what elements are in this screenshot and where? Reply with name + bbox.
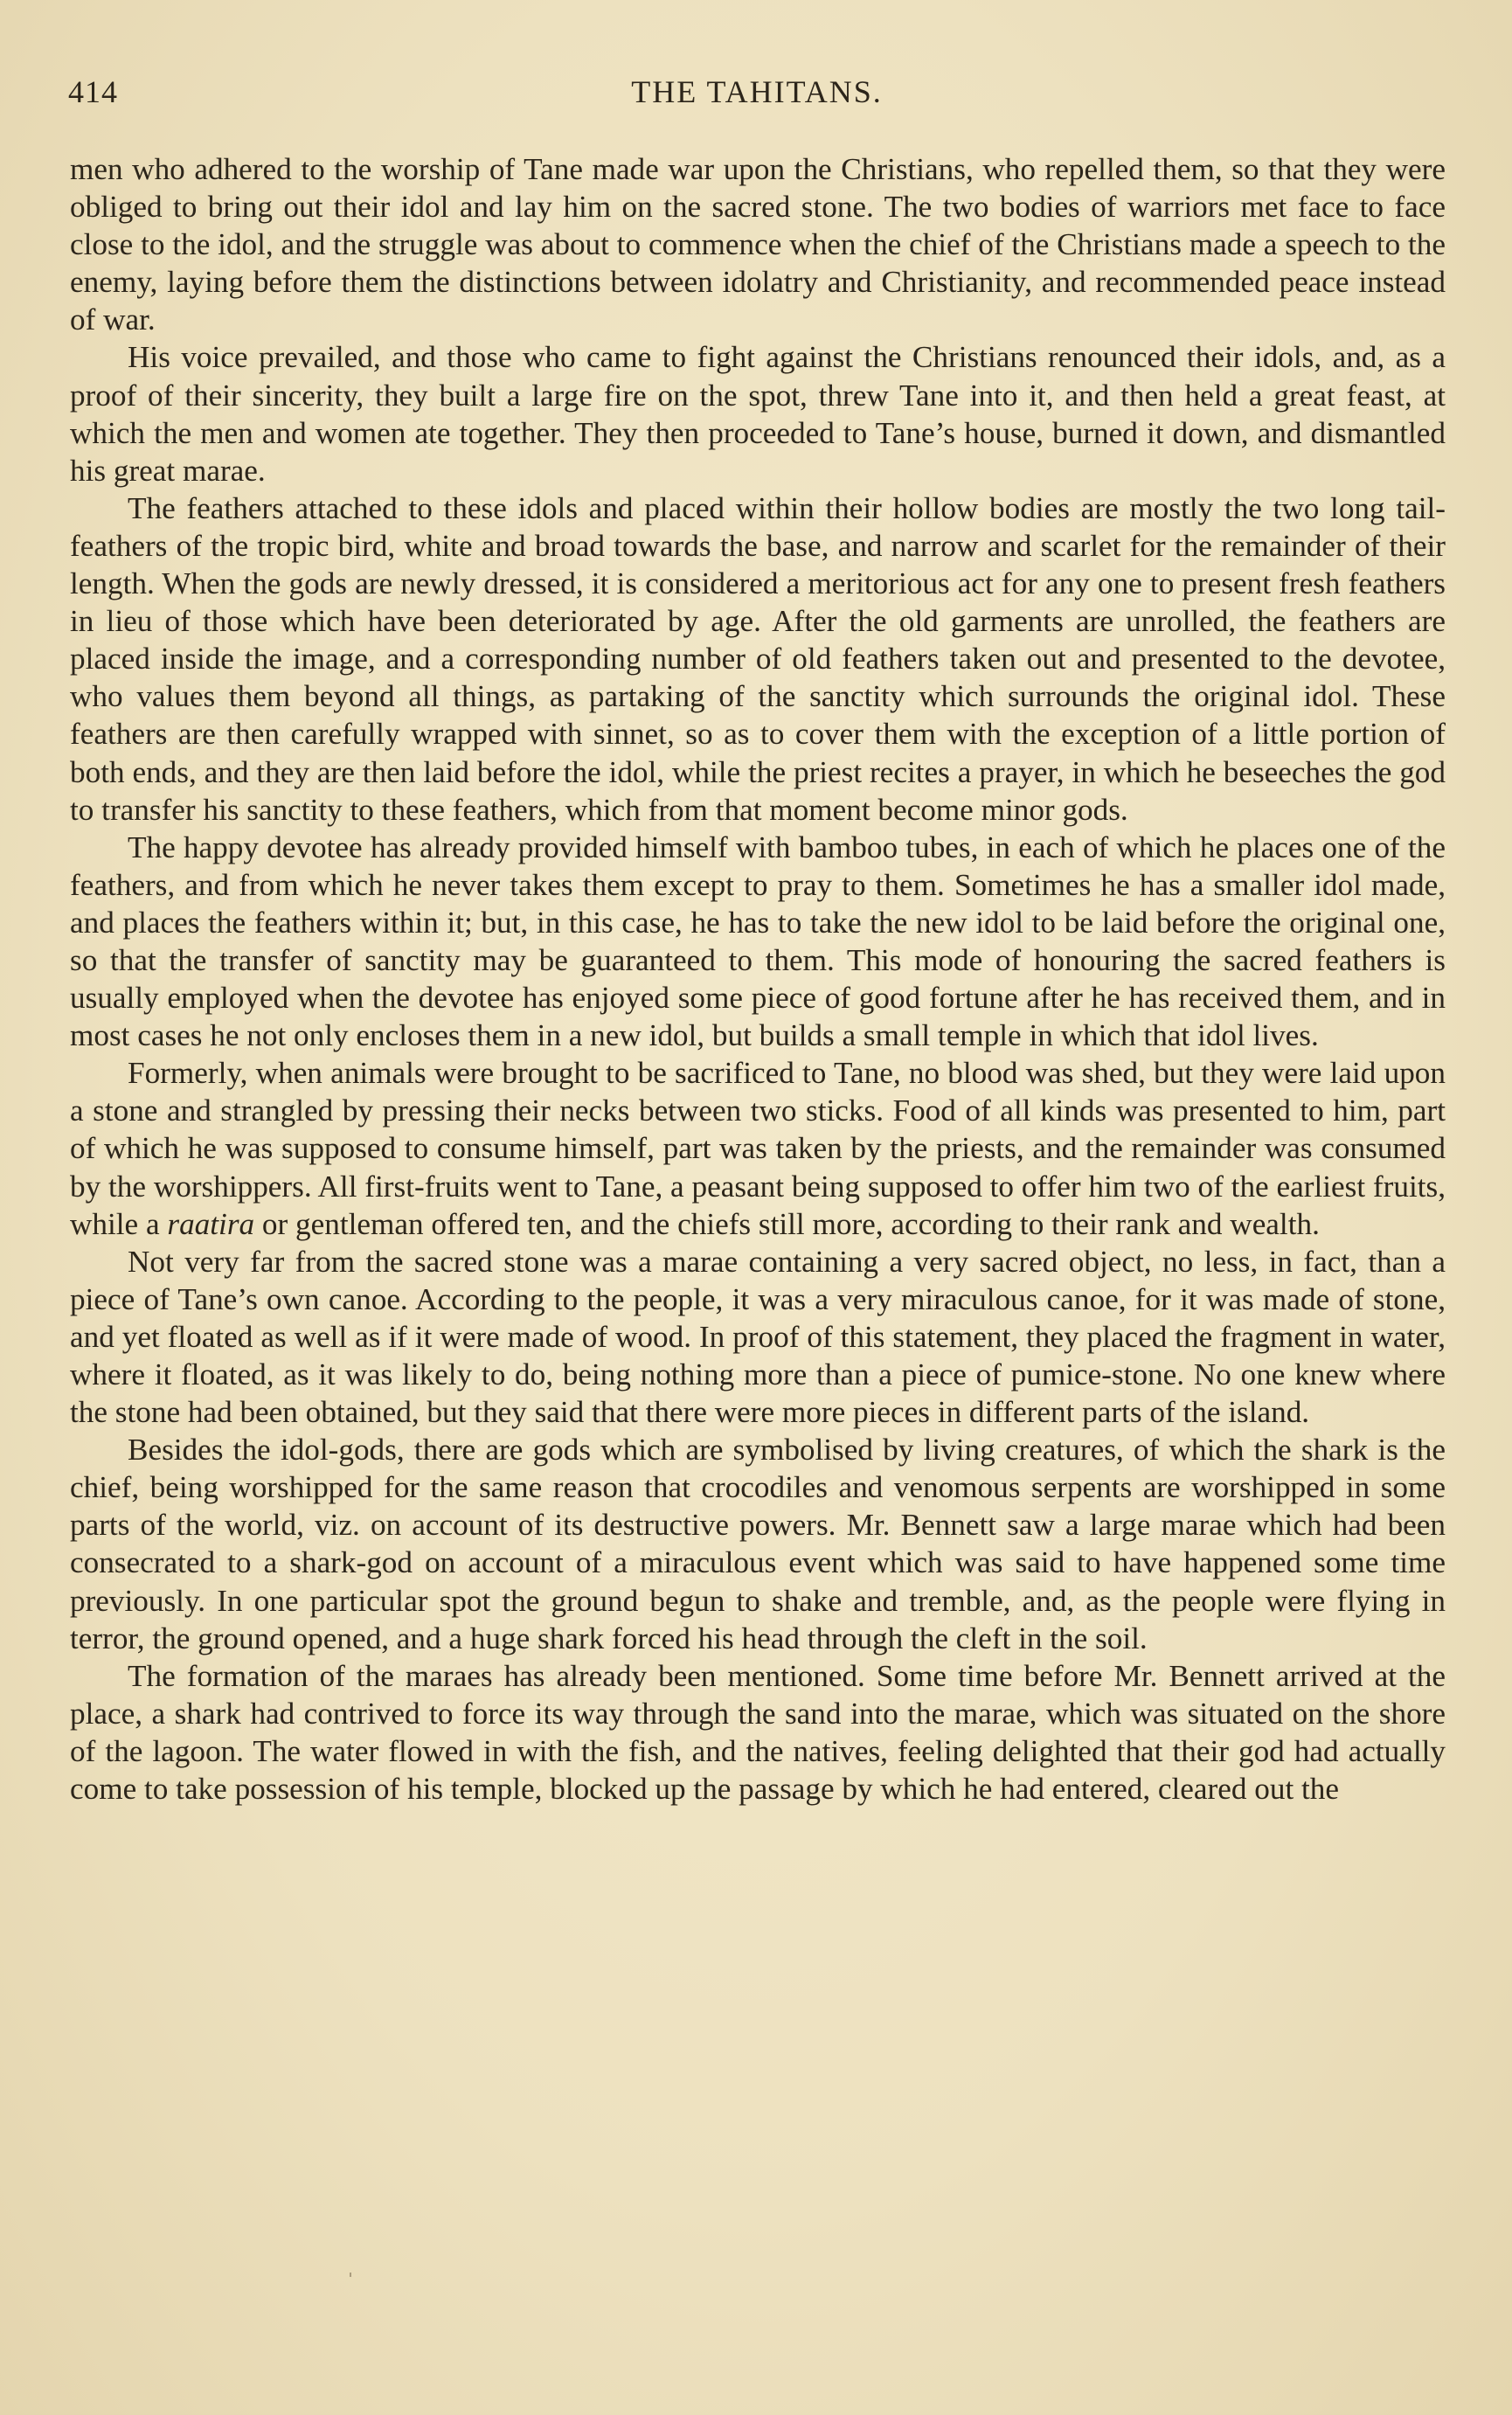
italic-term: raatira bbox=[167, 1206, 255, 1241]
running-head bbox=[68, 73, 1446, 117]
paragraph-2: His voice prevailed, and those who came to fight against the Christians renounced their idols, and, as a proof of their sincerity, they built a large fire on the spot, threw Tane into it, and then held a great feast, at which the men and women ate together. They then proceeded to Tane’s house, burned it down, and dismantled his great marae. bbox=[70, 340, 1446, 488]
paragraph-5 bbox=[70, 1054, 1446, 1242]
paragraph-1: men who adhered to the worship of Tane made war upon the Christians, who repelled them, so that they were obliged to bring out their idol and lay him on the sacred stone. The two bodies of warriors met face to face close to the idol, and the struggle was about to commence when the chief of the Christians made a speech to the enemy, laying before them the distinctions between idolatry and Christianity, and recommended peace instead of war. bbox=[70, 152, 1446, 337]
page-number: 414 bbox=[68, 74, 118, 109]
paragraph-7: Besides the idol-gods, there are gods which are symbolised by living creatures, of which the shark is the chief, being worshipped for the same reason that crocodiles and venomous serpents are worshipped in some parts of the world, viz. on account of its destructive powers. Mr. Bennett saw a large marae which had been consecrated to a shark-god on account of a miraculous event which was said to have happened some time previously. In one particular spot the ground begun to shake and tremble, and, as the people were flying in terror, the ground opened, and a huge shark forced his head through the cleft in the soil. bbox=[70, 1433, 1446, 1655]
paragraph-3: The feathers attached to these idols and placed within their hollow bodies are mostly the two long tail-feathers of the tropic bird, white and broad towards the base, and narrow and scarlet for the remainder of their length. When the gods are newly dressed, it is considered a meritorious act for any one to present fresh feathers in lieu of those which have been deteriorated by age. After the old garments are unrolled, the feathers are placed inside the image, and a corresponding number of old feathers taken out and presented to the devotee, who values them beyond all things, as partaking of the sanctity which surrounds the original idol. These feathers are then carefully wrapped with sinnet, so as to cover them with the exception of a little portion of both ends, and they are then laid before the idol, while the priest recites a prayer, in which he beseeches the god to transfer his sanctity to these feathers, which from that moment become minor gods. bbox=[70, 490, 1446, 827]
body-text bbox=[70, 150, 1446, 1808]
paragraph-8: The formation of the maraes has already been mentioned. Some time before Mr. Bennett arrived at the place, a shark had contrived to force its way through the sand into the marae, which was situated on the shore of the lagoon. The water flowed in with the fish, and the natives, feeling delighted that their god had actually come to take possession of his temple, blocked up the passage by which he had entered, cleared out the bbox=[70, 1658, 1446, 1807]
paper-speck bbox=[350, 2273, 351, 2277]
paragraph-6: Not very far from the sacred stone was a marae containing a very sacred object, no less, in fact, than a piece of Tane’s own canoe. According to the people, it was a very miraculous canoe, for it was made of stone, and yet floated as well as if it were made of wood. In proof of this statement, they placed the fragment in water, where it floated, as it was likely to do, being nothing more than a piece of pumice-stone. No one knew where the stone had been obtained, but they said that there were more pieces in different parts of the island. bbox=[70, 1244, 1446, 1430]
running-title: THE TAHITANS. bbox=[631, 74, 883, 109]
paragraph-5-text-a: Formerly, when animals were brought to be sacrificed to Tane, no blood was shed, but they were laid upon a stone and strangled by pressing their necks between two sticks. Food of all kinds was presented to him, part of which he was supposed to consume himself, part was taken by the priests, and the remainder was consumed by the worshippers. All first-fruits went to Tane, a peasant being supposed to offer him two of the earliest fruits, while a bbox=[70, 1056, 1446, 1241]
paragraph-4: The happy devotee has already provided himself with bamboo tubes, in each of which he places one of the feathers, and from which he never takes them except to pray to them. Sometimes he has a smaller idol made, and places the feathers within it; but, in this case, he has to take the new idol to be laid before the original one, so that the transfer of sanctity may be guaranteed to them. This mode of honouring the sacred feathers is usually employed when the devotee has enjoyed some piece of good fortune after he has received them, and in most cases he not only encloses them in a new idol, but builds a small temple in which that idol lives. bbox=[70, 829, 1446, 1053]
paragraph-5-text-b: or gentleman offered ten, and the chiefs still more, according to their rank and wealth. bbox=[254, 1206, 1320, 1241]
